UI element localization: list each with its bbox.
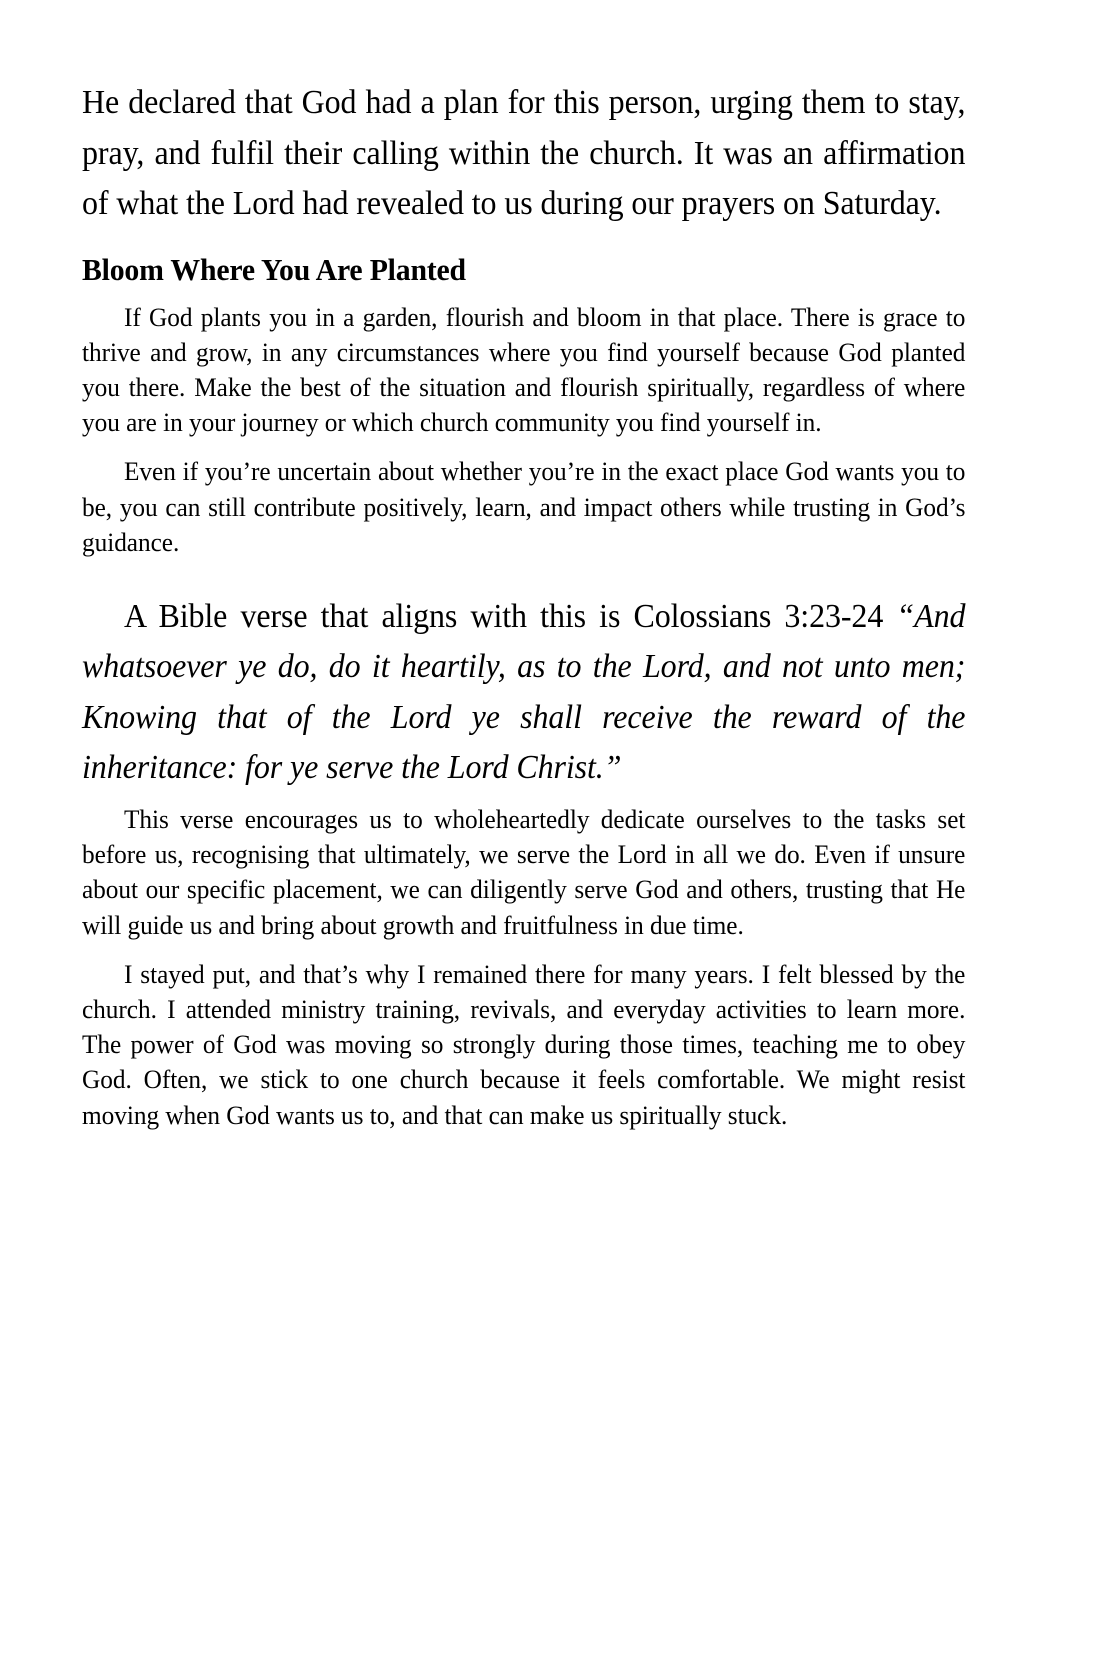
- body-paragraph-3: This verse encourages us to wholeheartedly dedicate ourselves to the tasks set before us, recognising that ultimately, we serve the Lord in all we do. Even if unsure about our specific placement, we can diligently serve God and others, trusting that He will guide us and bring about growth and fruitfulness in due time.: [82, 803, 966, 940]
- bible-verse-paragraph: [82, 592, 965, 794]
- verse-spacer: [82, 574, 965, 592]
- body-paragraph-4: I stayed put, and that’s why I remained there for many years. I felt blessed by the church. I attended ministry training, revivals, and everyday activities to learn more. The power of God was moving so strongly during those times, teaching me to obey God. Often, we stick to one church because it feels comfortable. We might resist moving when God wants us to, and that can make us spiritually stuck.: [82, 958, 966, 1130]
- verse-quotation-text: “And whatsoever ye do, do it heartily, as to the Lord, and not unto men; Knowing that of the Lord ye shall receive the reward of the inheritance: for ye serve the Lord Christ.”: [82, 597, 966, 787]
- post-verse-spacer: [82, 794, 965, 802]
- verse-introduction-text: A Bible verse that aligns with this is Colossians 3:23-24: [124, 597, 897, 635]
- lead-paragraph: He declared that God had a plan for this person, urging them to stay, pray, and fulfil their calling within the church. It was an affirmation of what the Lord had revealed to us during our prayers on Saturday.: [82, 84, 966, 222]
- page-content-column: [82, 78, 965, 1133]
- body-paragraph-2: Even if you’re uncertain about whether you’re in the exact place God wants you to be, you can still contribute positively, learn, and impact others while trusting in God’s guidance.: [82, 456, 966, 557]
- body-paragraph-1: If God plants you in a garden, flourish and bloom in that place. There is grace to thrive and grow, in any circumstances where you find yourself because God planted you there. Make the best of the situation and flourish spiritually, regardless of where you are in your journey or which church community you find yourself in.: [82, 301, 966, 438]
- section-heading: Bloom Where You Are Planted: [82, 251, 466, 287]
